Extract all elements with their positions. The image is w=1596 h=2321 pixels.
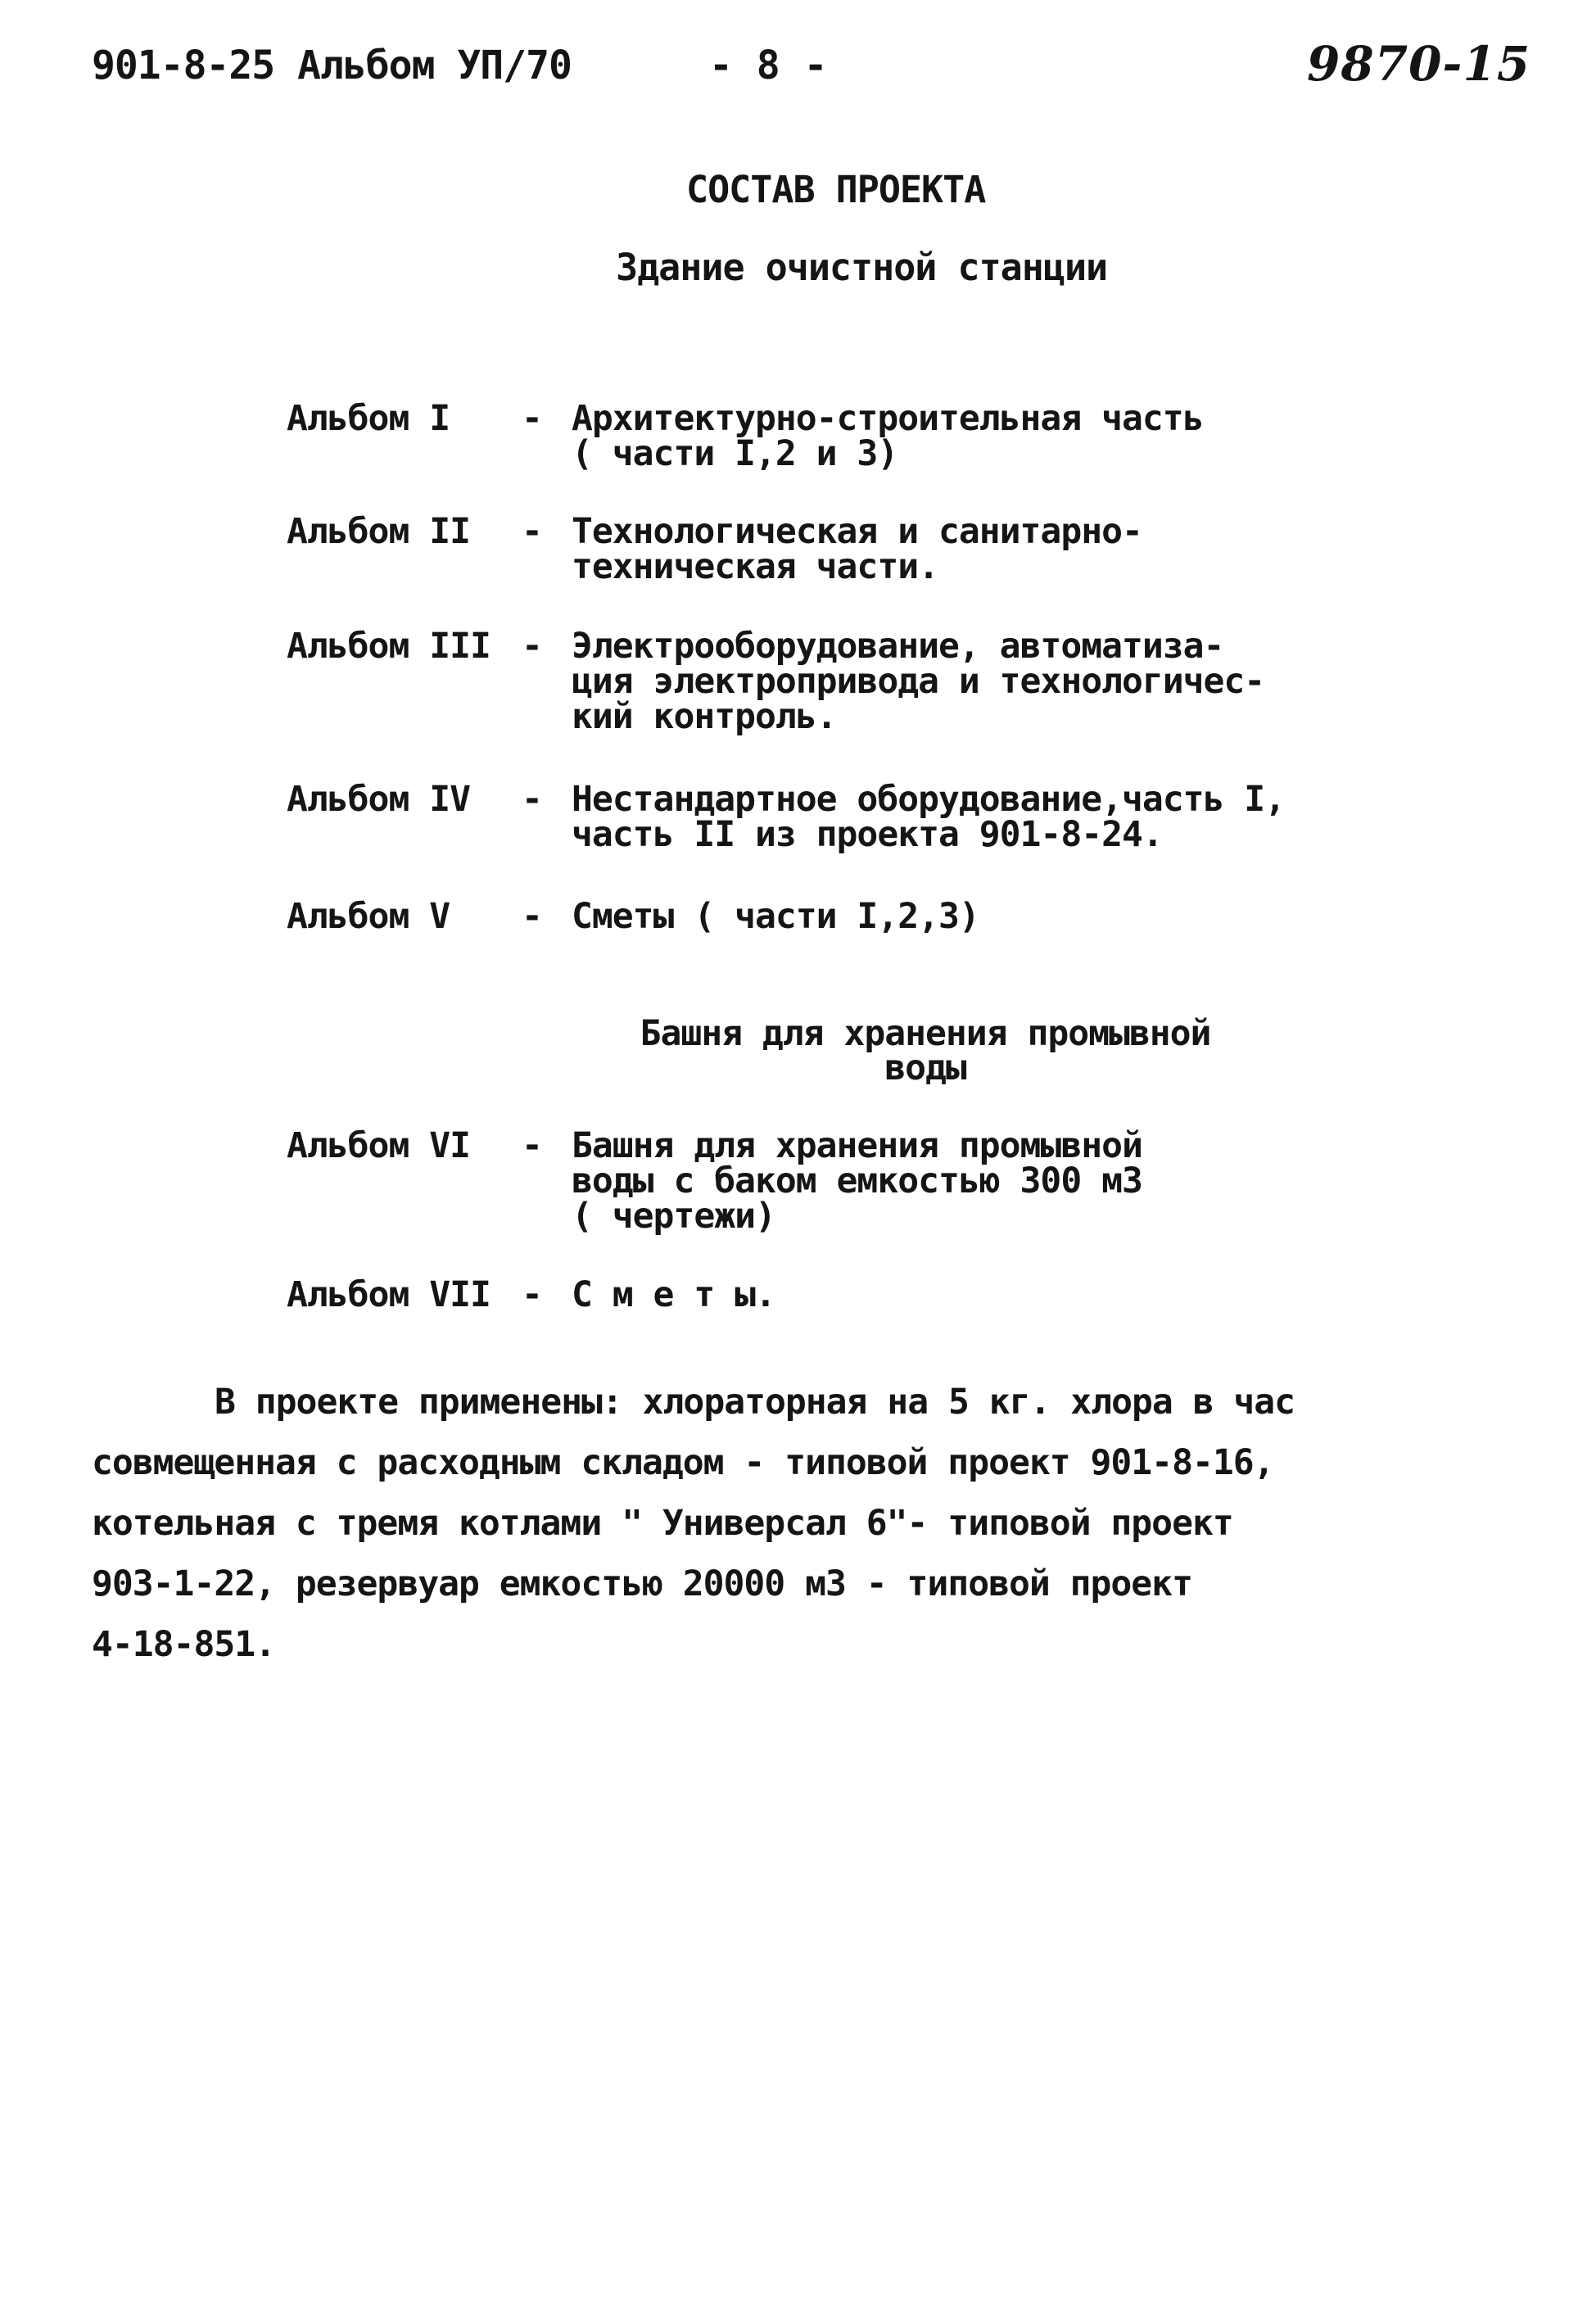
album-dash: -	[522, 1125, 543, 1166]
album-label: Альбом I	[287, 398, 450, 439]
album-description: Технологическая и санитарно- техническая части.	[572, 511, 1142, 587]
album-description: Башня для хранения промывной воды с баком емкостью 300 м3 ( чертежи)	[572, 1125, 1142, 1237]
album-dash: -	[522, 626, 543, 667]
album-description: Сметы ( части I,2,3)	[572, 896, 979, 937]
album-label: Альбом II	[287, 511, 470, 552]
header-document-code: 901-8-25 Альбом УП/70	[92, 43, 572, 88]
header-page-number: - 8 -	[709, 43, 828, 88]
album-description: С м е т ы.	[572, 1274, 775, 1315]
paragraph-line: 903-1-22, резервуар емкостью 20000 м3 - типовой проект	[92, 1563, 1192, 1604]
album-description: Электрооборудование, автоматиза- ция электропривода и технологичес- кий контроль.	[572, 626, 1265, 737]
header-handwritten-number: 9870-15	[1307, 36, 1531, 92]
page-title: СОСТАВ ПРОЕКТА	[686, 168, 986, 211]
paragraph-line: 4-18-851.	[92, 1624, 275, 1665]
album-label: Альбом III	[287, 626, 491, 667]
album-label: Альбом IV	[287, 779, 470, 820]
paragraph-line: совмещенная с расходным складом - типовой проект 901-8-16,	[92, 1442, 1274, 1483]
paragraph-line	[92, 1372, 1492, 1432]
album-label: Альбом VI	[287, 1125, 470, 1166]
album-dash: -	[522, 779, 543, 820]
album-dash: -	[522, 1274, 543, 1315]
album-dash: -	[522, 511, 543, 552]
section-title-tower: Башня для хранения промывной воды	[640, 1013, 1211, 1088]
album-dash: -	[522, 398, 543, 439]
album-label: Альбом VII	[287, 1274, 491, 1315]
paragraph-line-text: В проекте применены: хлораторная на 5 кг. хлора в час	[215, 1382, 1295, 1423]
album-description: Нестандартное оборудование,часть I, часть II из проекта 901-8-24.	[572, 779, 1286, 855]
album-dash: -	[522, 896, 543, 937]
paragraph-line: котельная с тремя котлами " Универсал 6"- типовой проект	[92, 1503, 1233, 1544]
applied-projects-paragraph	[92, 1372, 1492, 1675]
album-label: Альбом V	[287, 896, 450, 937]
section-subtitle: Здание очистной станции	[616, 246, 1108, 289]
album-description: Архитектурно-строительная часть ( части I,2 и 3)	[572, 398, 1204, 474]
